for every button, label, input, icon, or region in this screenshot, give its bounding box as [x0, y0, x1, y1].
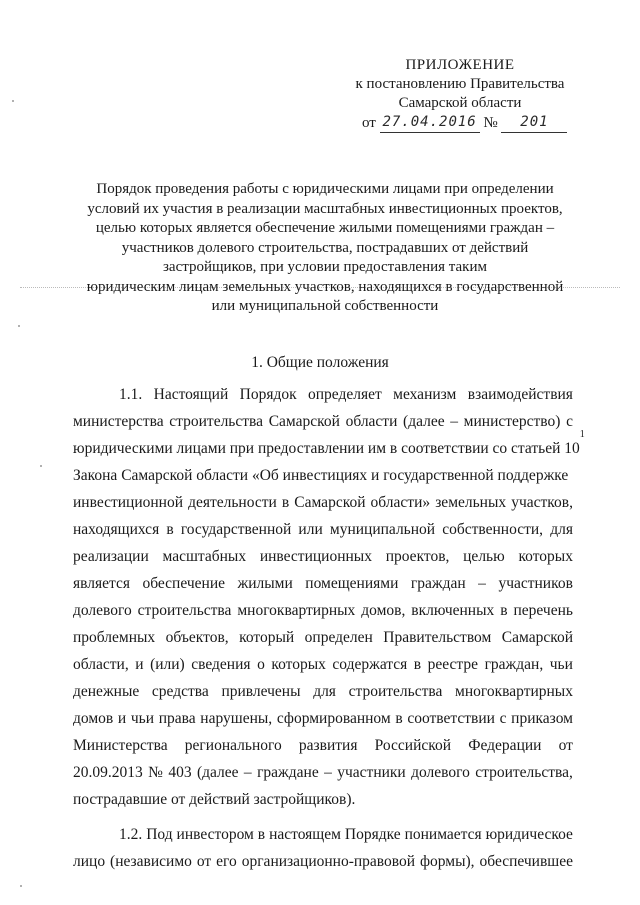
word: – — [450, 413, 459, 430]
appendix-title: ПРИЛОЖЕНИЕ — [405, 57, 515, 73]
text-line — [73, 732, 573, 759]
word: муниципальной — [329, 521, 436, 538]
word: граждане — [257, 764, 319, 781]
word: в — [281, 494, 290, 511]
word: объектов, — [165, 629, 229, 646]
word: которых — [271, 656, 326, 673]
text-line — [73, 759, 573, 786]
from-label: от — [362, 115, 376, 131]
word: реализации — [73, 548, 149, 565]
number-label: № — [483, 115, 498, 131]
word: с — [566, 413, 573, 430]
word: средства — [151, 683, 209, 700]
document-title-line: Порядок проведения работы с юридическими лицами при определении — [96, 181, 554, 197]
scan-speck — [20, 885, 22, 887]
word: который — [239, 629, 295, 646]
appendix-header — [340, 56, 580, 133]
word: проблемных — [73, 629, 156, 646]
body-text — [73, 381, 585, 875]
word: граждан — [410, 575, 466, 592]
word: жилыми — [237, 575, 293, 592]
word: и — [135, 656, 144, 673]
word: государственной — [180, 521, 292, 538]
word: (или) — [150, 656, 185, 673]
text-line — [73, 624, 573, 651]
word: Закона Самарской области «Об инвестициях и государственной поддержке — [73, 467, 569, 484]
handwritten-number: 201 — [501, 113, 567, 133]
word: перечень — [513, 602, 573, 619]
word: находящихся — [73, 521, 160, 538]
word: Правительством — [383, 629, 492, 646]
text-line — [73, 821, 573, 848]
word: права — [158, 710, 196, 727]
word: пострадавшие от действий застройщиков). — [73, 791, 356, 808]
text-line — [73, 705, 573, 732]
word: чьи — [130, 710, 155, 727]
document-title-line: участников долевого строительства, пострадавших от действий — [121, 239, 529, 256]
word: определяет — [308, 386, 382, 403]
word: долевого — [73, 602, 132, 619]
word: в — [257, 826, 266, 843]
word: для — [550, 521, 573, 538]
text-line — [73, 848, 573, 875]
scan-speck — [40, 465, 42, 467]
word: Самарской — [294, 494, 366, 511]
paragraph — [73, 381, 585, 813]
word: – — [324, 764, 332, 781]
word: обеспечение — [142, 575, 225, 592]
word: о — [257, 656, 265, 673]
word: Порядок — [239, 386, 297, 403]
order-date-number-line — [362, 113, 580, 133]
word: или — [298, 521, 323, 538]
word: развития — [298, 737, 358, 754]
text-line — [73, 516, 573, 543]
word: организационно-правовой — [241, 853, 416, 870]
text-line — [73, 786, 573, 813]
word: соответствии — [407, 710, 495, 727]
word: области — [345, 413, 398, 430]
word: – — [243, 764, 252, 781]
word: является — [73, 575, 130, 592]
text-line — [73, 570, 573, 597]
text-line — [73, 543, 573, 570]
word: министерства — [73, 413, 164, 430]
scan-speck — [12, 100, 14, 102]
word: Настоящий — [153, 386, 229, 403]
word: формы), — [419, 853, 475, 870]
word: в — [166, 521, 174, 538]
word: Самарской — [501, 629, 573, 646]
word: области» — [370, 494, 431, 511]
word: понимается — [404, 826, 482, 843]
word: Федерации — [468, 737, 542, 754]
word: участников — [498, 575, 573, 592]
word: 403 — [168, 764, 192, 781]
word: помещениями — [305, 575, 399, 592]
appendix-line-2: к постановлению Правительства — [355, 76, 565, 92]
word: 1.2. — [119, 826, 143, 843]
word: нарушены, — [200, 710, 273, 727]
word: инвестиционной — [73, 494, 184, 511]
word: собственности, — [442, 521, 544, 538]
word: реестре — [427, 656, 479, 673]
word: министерство) — [463, 413, 561, 430]
word: с — [499, 710, 507, 727]
word: Министерства — [73, 737, 168, 754]
word: строительства — [137, 602, 232, 619]
word: его — [216, 853, 237, 870]
word: приказом — [511, 710, 573, 727]
word: сформированном — [276, 710, 391, 727]
word: (далее — [196, 764, 239, 781]
article-superscript: 1 — [579, 429, 585, 440]
word: содержатся — [332, 656, 408, 673]
word: – — [478, 575, 486, 592]
word: и — [117, 710, 127, 727]
word: домов — [73, 710, 114, 727]
word: в — [500, 602, 508, 619]
word: граждан, — [484, 656, 544, 673]
text-line — [73, 651, 573, 678]
word: строительства — [169, 413, 264, 430]
document-title — [70, 180, 580, 317]
word: масштабных — [162, 548, 247, 565]
word: в — [395, 710, 403, 727]
word: юридическими лицами при предоставлении им в соответствии со статьей 10 — [73, 440, 580, 457]
word: включенных — [411, 602, 495, 619]
text-line — [73, 408, 573, 435]
word: регионального — [184, 737, 282, 754]
text-line — [73, 429, 585, 462]
word: долевого — [411, 764, 470, 781]
document-title-line: целью которых является обеспечение жилыми помещениями граждан – — [95, 220, 555, 236]
paragraph — [73, 821, 573, 875]
document-title-line: или муниципальной собственности — [211, 298, 439, 314]
word: чьи — [549, 656, 573, 673]
word: от — [196, 853, 212, 870]
document-title-line: юридическим лицам земельных участков, находящихся в государственной — [86, 278, 564, 295]
word: 20.09.2013 — [73, 764, 143, 781]
word: домов, — [361, 602, 406, 619]
word: определен — [304, 629, 373, 646]
text-line — [73, 462, 573, 489]
word: проектов, — [385, 548, 450, 565]
appendix-line-3: Самарской области — [398, 95, 522, 111]
word: области, — [73, 656, 129, 673]
scan-speck — [18, 325, 20, 327]
word: настоящем — [269, 826, 341, 843]
word: целью — [463, 548, 505, 565]
word: в — [413, 656, 422, 673]
word: земельных — [435, 494, 507, 511]
word: обеспечившее — [479, 853, 573, 870]
word: деятельности — [188, 494, 277, 511]
word: многоквартирных — [455, 683, 573, 700]
word: сведения — [191, 656, 251, 673]
word: привлечены — [221, 683, 301, 700]
word: лицо — [73, 853, 106, 870]
document-title-line: условий их участия в реализации масштабных инвестиционных проектов, — [87, 200, 563, 217]
word: (независимо — [110, 853, 192, 870]
word: многоквартирных — [237, 602, 356, 619]
text-line — [73, 597, 573, 624]
word: участков, — [511, 494, 573, 511]
section-title: 1. Общие положения — [251, 354, 389, 371]
word: инвестором — [176, 826, 254, 843]
word: от — [558, 737, 573, 754]
word: механизм — [393, 386, 457, 403]
text-line — [73, 678, 573, 705]
text-line — [73, 489, 573, 516]
word: инвестиционных — [259, 548, 372, 565]
word: (далее — [403, 413, 445, 430]
word: строительства, — [475, 764, 573, 781]
word: юридическое — [485, 826, 573, 843]
word: участники — [337, 764, 406, 781]
word: Порядке — [344, 826, 401, 843]
word: 1.1. — [119, 386, 143, 403]
word: для — [313, 683, 336, 700]
handwritten-date: 27.04.2016 — [380, 113, 480, 133]
word: Самарской — [268, 413, 340, 430]
word: строительства — [348, 683, 443, 700]
word: взаимодействия — [467, 386, 573, 403]
text-line — [73, 381, 573, 408]
word: Российской — [374, 737, 452, 754]
word: № — [148, 764, 163, 781]
word: денежные — [73, 683, 140, 700]
word: которых — [518, 548, 573, 565]
word: Под — [146, 826, 173, 843]
document-title-line: застройщиков, при условии предоставления таким — [162, 259, 487, 275]
